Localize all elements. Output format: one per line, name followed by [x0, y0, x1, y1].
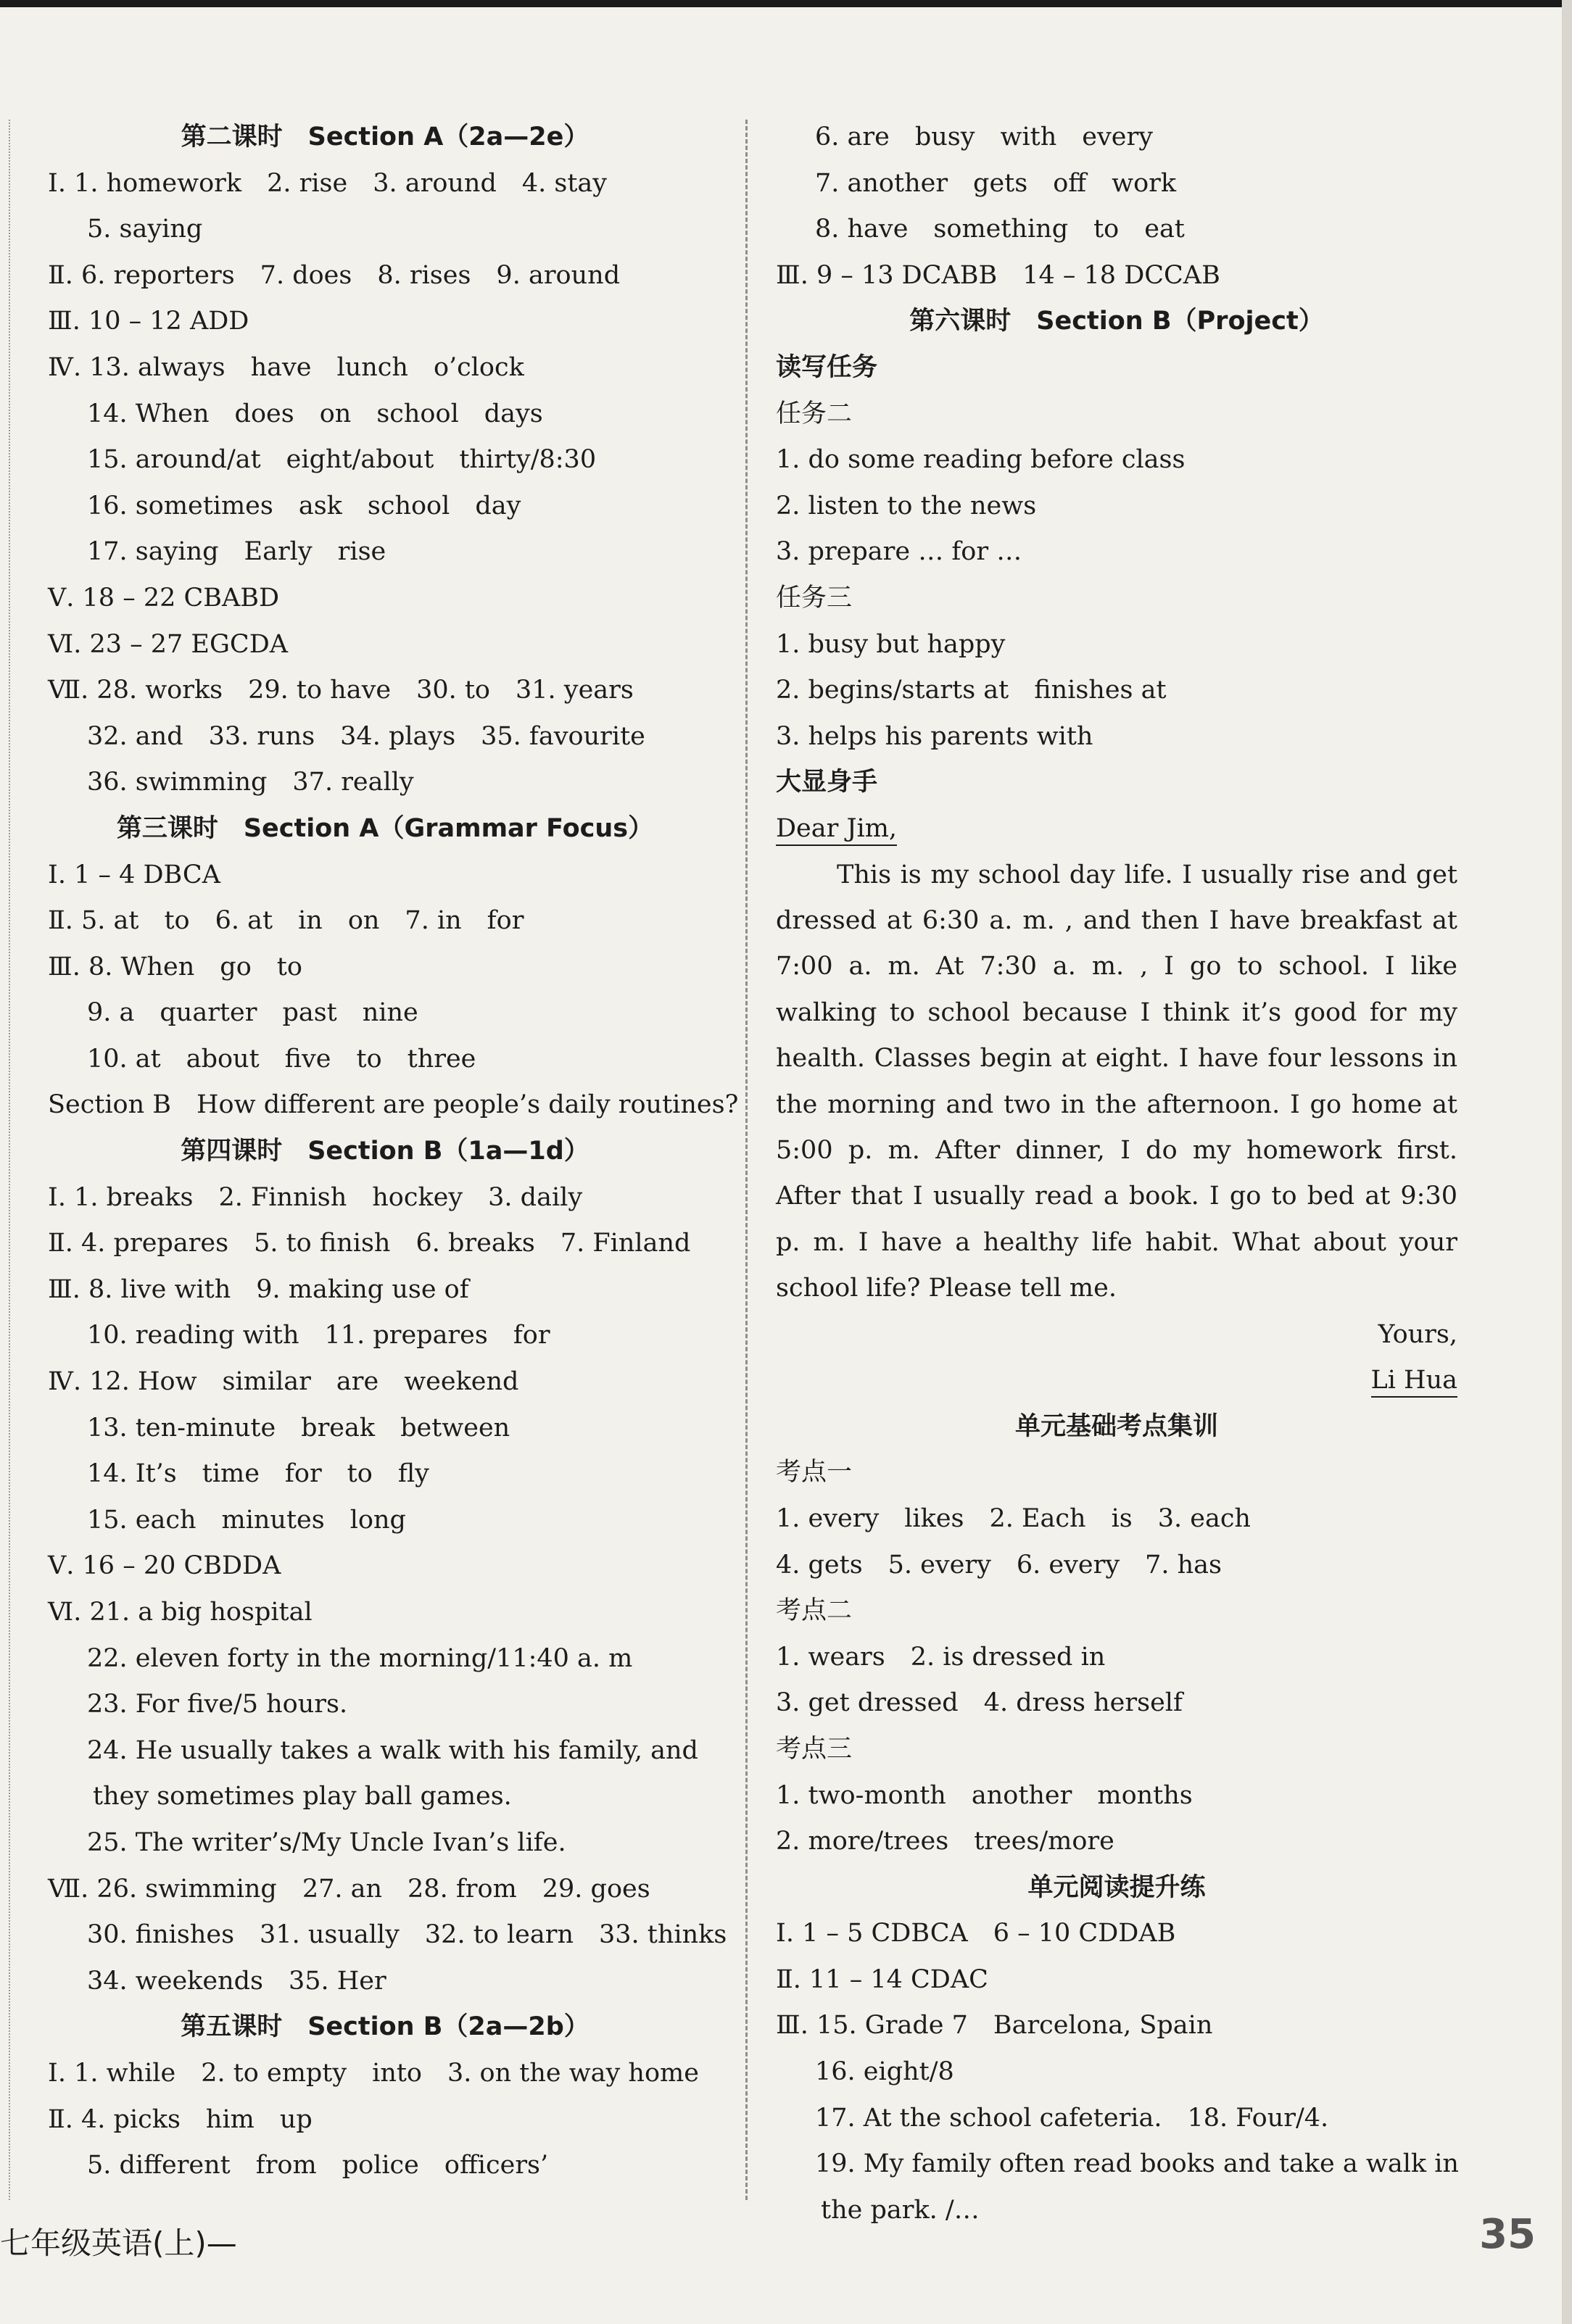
line-text: 30. finishes 31. usually 32. to learn 33. thinks: [87, 1920, 727, 1950]
answer-line: [48, 2143, 722, 2189]
line-text: Ⅳ. 13. always have lunch o’clock: [48, 352, 524, 382]
line-text: Ⅱ. 4. picks him up: [48, 2104, 313, 2134]
column-divider: [745, 120, 748, 2200]
line-text: 14. When does on school days: [87, 399, 543, 428]
answer-line: [48, 760, 722, 806]
line-text: 17. saying Early rise: [87, 537, 386, 567]
line-text: 22. eleven forty in the morning/11:40 a. m: [87, 1643, 633, 1673]
answer-line: [48, 1082, 739, 1129]
line-text: 5. different from police officers’: [87, 2151, 549, 2180]
section-heading: [776, 1404, 1457, 1451]
letter-body: This is my school day life. I usually rise and get dressed at 6:30 a. m. , and then I have breakfast at 7:00 a. m. At 7:30 a. m. , I go to school. I like walking to school because I think it’s good for my health. Classes begin at eight. I have four lessons in the morning and two in the afternoon. I go home at 5:00 p. m. After dinner, I do my homework first. After that I usually read a book. I go to bed at 9:30 p. m. I have a healthy life habit. What about your school life? Please tell me.: [776, 860, 1457, 1303]
answer-line: [48, 714, 722, 760]
answer-line: [776, 806, 1457, 852]
line-text: Ⅰ. 1 – 5 CDBCA 6 – 10 CDDAB: [776, 1919, 1176, 1949]
answer-line: [776, 1773, 1457, 1819]
right-column-bottom: [776, 1312, 1457, 2234]
answer-line: [776, 1819, 1457, 1865]
line-text: Ⅲ. 8. When go to: [48, 952, 302, 982]
answer-line: [48, 207, 722, 253]
top-edge: [0, 0, 1572, 7]
section-heading: [776, 345, 1457, 391]
line-text: 15. each minutes long: [87, 1505, 406, 1535]
answer-line: [48, 1774, 722, 1820]
left-margin-guide: [9, 120, 10, 2200]
answer-line: [776, 2096, 1457, 2142]
line-text: 1. busy but happy: [776, 629, 1006, 659]
answer-line: [48, 1682, 722, 1728]
answer-line: [48, 1175, 722, 1221]
line-text: 9. a quarter past nine: [87, 998, 418, 1028]
line-text: 34. weekends 35. Her: [87, 1966, 386, 1996]
answer-line: [776, 1727, 1457, 1773]
answer-line: [48, 345, 722, 391]
line-text: 6. are busy with every: [815, 123, 1153, 152]
answer-line: [48, 1406, 722, 1452]
line-text: 10. reading with 11. prepares for: [87, 1321, 550, 1350]
line-text: 8. have something to eat: [815, 215, 1185, 244]
answer-line: [776, 1957, 1457, 2004]
answer-line: [48, 299, 722, 345]
answer-line: [48, 437, 722, 484]
line-text: Ⅱ. 11 – 14 CDAC: [776, 1964, 988, 1994]
line-text: Ⅴ. 16 – 20 CBDDA: [48, 1551, 281, 1581]
answer-line: [48, 1636, 722, 1682]
answer-line: [48, 1728, 722, 1775]
line-text: Ⅵ. 21. a big hospital: [48, 1598, 313, 1627]
right-column: [776, 115, 1457, 2233]
answer-line: [776, 1911, 1457, 1957]
line-text: 13. ten-minute break between: [87, 1413, 510, 1443]
answer-line: [48, 2051, 722, 2097]
answer-line: [48, 1221, 722, 1267]
answer-line: [776, 2141, 1457, 2188]
line-text: 单元基础考点集训: [1014, 1411, 1218, 1441]
answer-line: [48, 1313, 722, 1359]
line-text: Ⅲ. 8. live with 9. making use of: [48, 1274, 469, 1304]
line-text: 4. gets 5. every 6. every 7. has: [776, 1550, 1222, 1580]
line-text: Ⅲ. 9 – 13 DCABB 14 – 18 DCCAB: [776, 260, 1220, 290]
line-text: 考点三: [776, 1734, 853, 1764]
line-text: 任务三: [776, 583, 853, 613]
line-text: Ⅴ. 18 – 22 CBABD: [48, 583, 280, 613]
section-heading: [776, 760, 1457, 806]
line-text: 14. It’s time for to fly: [87, 1459, 429, 1489]
line-text: 3. get dressed 4. dress herself: [776, 1688, 1183, 1718]
answer-line: [776, 437, 1457, 484]
answer-line: [776, 391, 1457, 438]
section-heading: [48, 806, 722, 852]
answer-line: [48, 1959, 722, 2005]
line-text: 3. helps his parents with: [776, 721, 1093, 751]
answer-line: [48, 1267, 722, 1314]
answer-line: [776, 1450, 1457, 1496]
answer-line: [48, 1912, 727, 1959]
line-text: Ⅰ. 1. breaks 2. Finnish hockey 3. daily: [48, 1182, 583, 1212]
answer-line: [48, 1451, 722, 1498]
answer-line: [776, 484, 1457, 530]
line-text: 7. another gets off work: [815, 168, 1177, 198]
line-text: 17. At the school cafeteria. 18. Four/4.: [815, 2103, 1329, 2133]
line-text: 2. begins/starts at finishes at: [776, 676, 1167, 705]
line-text: Ⅱ. 5. at to 6. at in on 7. in for: [48, 906, 524, 936]
line-text: Dear Jim,: [776, 814, 897, 846]
line-text: 1. every likes 2. Each is 3. each: [776, 1503, 1251, 1533]
line-text: 16. eight/8: [815, 2057, 954, 2087]
line-text: Ⅳ. 12. How similar are weekend: [48, 1367, 519, 1397]
line-text: Ⅰ. 1 – 4 DBCA: [48, 860, 220, 889]
answer-line: [48, 2097, 722, 2144]
line-text: 考点一: [776, 1458, 853, 1487]
line-text: 36. swimming 37. really: [87, 768, 414, 797]
answer-line: [776, 207, 1457, 253]
answer-line: [48, 161, 722, 207]
answer-line: [776, 1635, 1457, 1681]
line-text: 大显身手: [776, 768, 878, 797]
line-text: 32. and 33. runs 34. plays 35. favourite: [87, 721, 645, 751]
line-text: 15. around/at eight/about thirty/8:30: [87, 445, 597, 475]
answer-line: [776, 161, 1457, 207]
section-heading: [48, 115, 722, 161]
line-text: 25. The writer’s/My Uncle Ivan’s life.: [87, 1827, 566, 1857]
line-text: 10. at about five to three: [87, 1044, 476, 1074]
answer-line: [776, 115, 1457, 161]
section-heading: [776, 1865, 1457, 1912]
answer-line: [48, 1590, 722, 1636]
line-text: 1. two-month another months: [776, 1780, 1193, 1810]
page-number: 35: [1479, 2211, 1536, 2258]
answer-line: [776, 2003, 1457, 2049]
answer-line: [48, 1820, 722, 1867]
answer-line: [48, 898, 722, 945]
line-text: 2. listen to the news: [776, 491, 1037, 520]
answer-line: [48, 990, 722, 1037]
line-text: 第五课时 Section B（2a—2b）: [181, 2012, 590, 2042]
answer-line: [776, 1543, 1457, 1589]
answer-line: [48, 1867, 722, 1913]
footer-book-title: 七年级英语(上)—: [0, 2225, 237, 2261]
line-text: Li Hua: [1371, 1366, 1458, 1398]
answer-line: [776, 668, 1457, 714]
answer-line: [776, 622, 1457, 668]
answer-line: [48, 852, 722, 899]
answer-line: [48, 576, 722, 622]
section-heading: [776, 299, 1457, 345]
section-heading: [48, 2004, 722, 2051]
line-text: Ⅶ. 28. works 29. to have 30. to 31. years: [48, 676, 634, 705]
answer-line: [776, 576, 1457, 622]
line-text: Ⅲ. 15. Grade 7 Barcelona, Spain: [776, 2011, 1213, 2041]
line-text: Ⅵ. 23 – 27 EGCDA: [48, 629, 289, 659]
answer-line: [776, 1358, 1457, 1404]
line-text: Ⅰ. 1. while 2. to empty into 3. on the way home: [48, 2058, 699, 2088]
answer-line: [48, 1543, 722, 1590]
line-text: 单元阅读提升练: [1027, 1872, 1206, 1902]
line-text: 第二课时 Section A（2a—2e）: [181, 123, 590, 152]
answer-line: [48, 1037, 722, 1083]
answer-line: [776, 714, 1457, 760]
line-text: Yours,: [1378, 1319, 1457, 1349]
line-text: 3. prepare … for …: [776, 537, 1022, 567]
answer-line: [776, 2049, 1457, 2096]
line-text: 24. He usually takes a walk with his family, and: [87, 1735, 698, 1765]
section-heading: [48, 1129, 722, 1175]
line-text: Section B How different are people’s daily routines?: [48, 1090, 739, 1120]
line-text: Ⅲ. 10 – 12 ADD: [48, 307, 249, 336]
line-text: 2. more/trees trees/more: [776, 1827, 1114, 1856]
line-text: 23. For five/5 hours.: [87, 1690, 348, 1719]
line-text: the park. /…: [821, 2195, 980, 2225]
answer-line: [776, 1680, 1457, 1727]
line-text: Ⅶ. 26. swimming 27. an 28. from 29. goes: [48, 1874, 650, 1904]
line-text: Ⅱ. 6. reporters 7. does 8. rises 9. around: [48, 260, 621, 290]
answer-line: [48, 253, 722, 299]
answer-line: [776, 1496, 1457, 1543]
answer-line: [776, 1312, 1457, 1358]
page-edge: [1562, 0, 1572, 2324]
line-text: 第三课时 Section A（Grammar Focus）: [116, 813, 654, 843]
line-text: Ⅰ. 1. homework 2. rise 3. around 4. stay: [48, 168, 608, 198]
answer-line: [48, 391, 722, 438]
left-column: [48, 115, 739, 2189]
answer-line: [776, 253, 1457, 299]
answer-line: [48, 945, 722, 991]
line-text: 16. sometimes ask school day: [87, 491, 521, 520]
line-text: 第四课时 Section B（1a—1d）: [181, 1137, 590, 1166]
answer-line: [48, 1359, 722, 1406]
line-text: they sometimes play ball games.: [93, 1782, 512, 1812]
line-text: 5. saying: [87, 215, 203, 244]
line-text: 19. My family often read books and take a walk in: [815, 2149, 1459, 2179]
line-text: Ⅱ. 4. prepares 5. to finish 6. breaks 7. Finland: [48, 1229, 691, 1258]
answer-line: [48, 1498, 722, 1544]
right-column-top: [776, 115, 1457, 852]
line-text: 读写任务: [776, 352, 878, 382]
answer-line: [776, 1588, 1457, 1635]
line-text: 任务二: [776, 399, 853, 428]
answer-line: [776, 2188, 1457, 2234]
line-text: 考点二: [776, 1596, 853, 1626]
answer-line: [776, 529, 1457, 576]
answer-line: [48, 484, 722, 530]
line-text: 1. wears 2. is dressed in: [776, 1642, 1106, 1672]
line-text: 1. do some reading before class: [776, 445, 1186, 475]
answer-line: [48, 529, 722, 576]
answer-line: [48, 668, 722, 714]
answer-line: [48, 622, 722, 668]
line-text: 第六课时 Section B（Project）: [909, 307, 1324, 336]
